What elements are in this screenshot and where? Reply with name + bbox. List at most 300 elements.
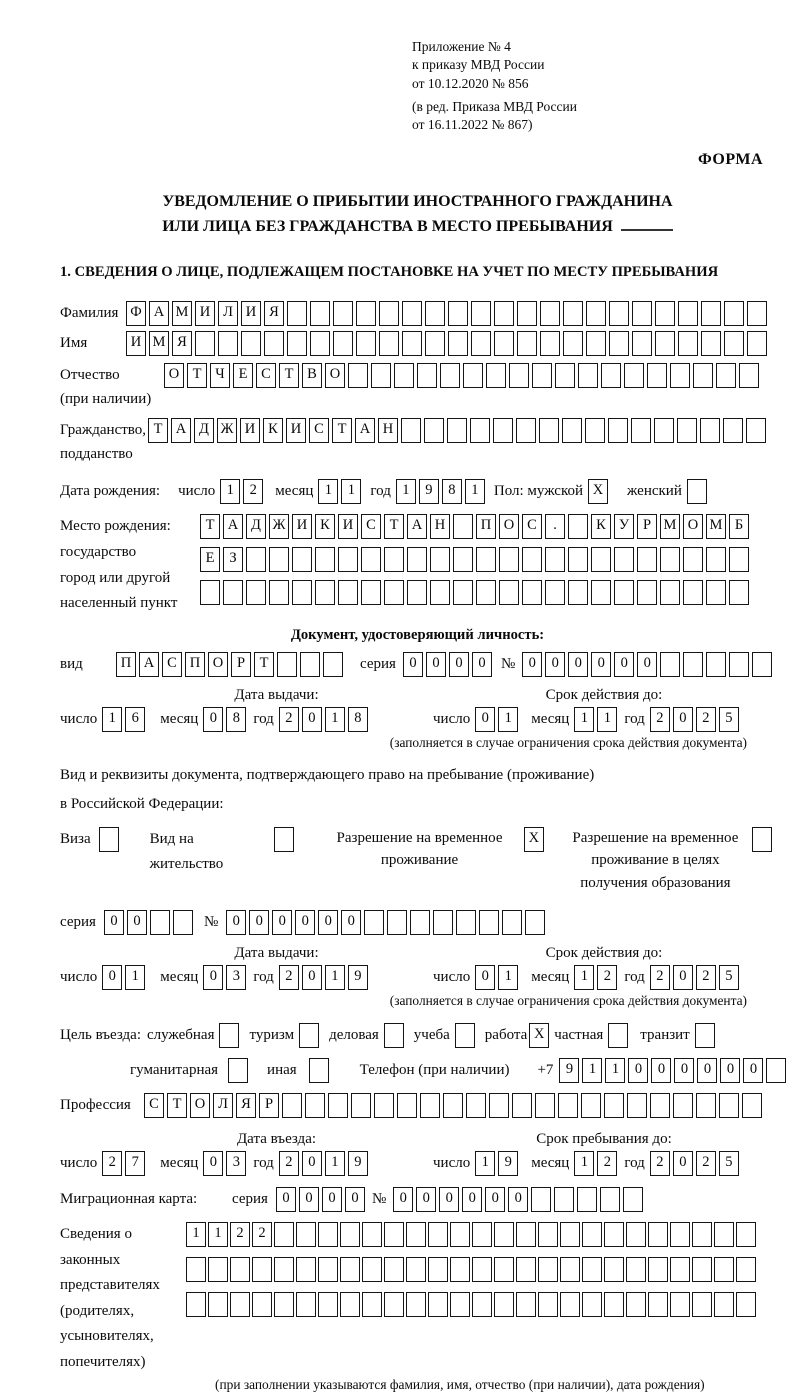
char-box[interactable]: М xyxy=(706,514,726,539)
char-box[interactable] xyxy=(494,1222,514,1247)
char-box[interactable] xyxy=(739,363,759,388)
char-box[interactable]: 1 xyxy=(102,707,122,732)
char-box[interactable] xyxy=(230,1292,250,1317)
char-box[interactable]: 2 xyxy=(597,965,617,990)
char-box[interactable] xyxy=(450,1257,470,1282)
char-box[interactable] xyxy=(99,827,119,852)
char-box[interactable]: 0 xyxy=(720,1058,740,1083)
char-box[interactable] xyxy=(333,331,353,356)
char-box[interactable]: 2 xyxy=(696,1151,716,1176)
char-box[interactable] xyxy=(394,363,414,388)
char-box[interactable] xyxy=(752,652,772,677)
char-box[interactable]: И xyxy=(240,418,260,443)
char-box[interactable] xyxy=(230,1257,250,1282)
char-box[interactable]: 0 xyxy=(697,1058,717,1083)
char-box[interactable]: 0 xyxy=(637,652,657,677)
char-box[interactable] xyxy=(560,1257,580,1282)
char-box[interactable]: 2 xyxy=(650,1151,670,1176)
char-box[interactable] xyxy=(560,1292,580,1317)
char-box[interactable] xyxy=(470,418,490,443)
char-box[interactable] xyxy=(453,514,473,539)
char-box[interactable] xyxy=(362,1292,382,1317)
char-box[interactable]: 0 xyxy=(104,910,124,935)
char-box[interactable] xyxy=(296,1257,316,1282)
char-box[interactable]: 1 xyxy=(582,1058,602,1083)
char-box[interactable]: Л xyxy=(213,1093,233,1118)
char-box[interactable]: 0 xyxy=(545,652,565,677)
char-box[interactable]: 0 xyxy=(302,965,322,990)
char-box[interactable]: 1 xyxy=(318,479,338,504)
char-box[interactable]: 0 xyxy=(673,707,693,732)
char-box[interactable] xyxy=(601,363,621,388)
char-box[interactable]: 2 xyxy=(279,707,299,732)
char-box[interactable] xyxy=(729,547,749,572)
char-box[interactable] xyxy=(315,580,335,605)
char-box[interactable]: 1 xyxy=(341,479,361,504)
char-box[interactable] xyxy=(494,1257,514,1282)
char-box[interactable]: Р xyxy=(231,652,251,677)
char-box[interactable] xyxy=(568,580,588,605)
char-box[interactable] xyxy=(585,418,605,443)
char-box[interactable] xyxy=(746,418,766,443)
char-box[interactable]: 0 xyxy=(614,652,634,677)
char-box[interactable] xyxy=(683,580,703,605)
char-box[interactable]: А xyxy=(139,652,159,677)
char-box[interactable]: 1 xyxy=(465,479,485,504)
char-box[interactable]: 0 xyxy=(102,965,122,990)
char-box[interactable] xyxy=(440,363,460,388)
char-box[interactable] xyxy=(402,331,422,356)
char-box[interactable] xyxy=(315,547,335,572)
char-box[interactable]: 2 xyxy=(279,1151,299,1176)
char-box[interactable] xyxy=(456,910,476,935)
char-box[interactable]: 0 xyxy=(203,707,223,732)
char-box[interactable] xyxy=(538,1257,558,1282)
char-box[interactable] xyxy=(637,547,657,572)
char-box[interactable] xyxy=(493,418,513,443)
char-box[interactable]: 0 xyxy=(393,1187,413,1212)
char-box[interactable]: 0 xyxy=(318,910,338,935)
char-box[interactable]: О xyxy=(190,1093,210,1118)
char-box[interactable] xyxy=(578,363,598,388)
char-box[interactable]: 0 xyxy=(302,1151,322,1176)
char-box[interactable] xyxy=(340,1257,360,1282)
char-box[interactable] xyxy=(471,301,491,326)
char-box[interactable] xyxy=(560,1222,580,1247)
char-box[interactable]: И xyxy=(286,418,306,443)
char-box[interactable] xyxy=(539,418,559,443)
char-box[interactable] xyxy=(650,1093,670,1118)
char-box[interactable] xyxy=(516,418,536,443)
char-box[interactable]: О xyxy=(683,514,703,539)
char-box[interactable]: И xyxy=(241,301,261,326)
char-box[interactable]: Т xyxy=(167,1093,187,1118)
char-box[interactable] xyxy=(516,1222,536,1247)
char-box[interactable]: X xyxy=(588,479,608,504)
char-box[interactable] xyxy=(300,652,320,677)
char-box[interactable]: 5 xyxy=(719,965,739,990)
char-box[interactable] xyxy=(581,1093,601,1118)
char-box[interactable] xyxy=(425,301,445,326)
char-box[interactable]: 1 xyxy=(574,1151,594,1176)
char-box[interactable] xyxy=(448,331,468,356)
char-box[interactable] xyxy=(476,580,496,605)
char-box[interactable] xyxy=(670,363,690,388)
char-box[interactable]: 0 xyxy=(674,1058,694,1083)
char-box[interactable] xyxy=(591,580,611,605)
char-box[interactable]: И xyxy=(292,514,312,539)
char-box[interactable] xyxy=(512,1093,532,1118)
char-box[interactable]: 0 xyxy=(673,1151,693,1176)
char-box[interactable] xyxy=(208,1292,228,1317)
char-box[interactable] xyxy=(538,1222,558,1247)
char-box[interactable] xyxy=(627,1093,647,1118)
char-box[interactable]: Ф xyxy=(126,301,146,326)
char-box[interactable] xyxy=(673,1093,693,1118)
char-box[interactable]: 0 xyxy=(485,1187,505,1212)
char-box[interactable] xyxy=(670,1257,690,1282)
char-box[interactable] xyxy=(241,331,261,356)
char-box[interactable] xyxy=(670,1292,690,1317)
char-box[interactable]: 9 xyxy=(348,965,368,990)
char-box[interactable]: 0 xyxy=(127,910,147,935)
char-box[interactable] xyxy=(397,1093,417,1118)
char-box[interactable] xyxy=(274,1222,294,1247)
char-box[interactable]: Т xyxy=(187,363,207,388)
char-box[interactable]: 0 xyxy=(426,652,446,677)
char-box[interactable] xyxy=(351,1093,371,1118)
char-box[interactable] xyxy=(660,580,680,605)
char-box[interactable] xyxy=(328,1093,348,1118)
char-box[interactable]: 2 xyxy=(230,1222,250,1247)
char-box[interactable] xyxy=(693,363,713,388)
char-box[interactable]: 2 xyxy=(252,1222,272,1247)
char-box[interactable]: 0 xyxy=(743,1058,763,1083)
char-box[interactable] xyxy=(701,331,721,356)
char-box[interactable] xyxy=(463,363,483,388)
char-box[interactable]: Т xyxy=(200,514,220,539)
char-box[interactable]: О xyxy=(499,514,519,539)
char-box[interactable] xyxy=(554,1187,574,1212)
char-box[interactable] xyxy=(274,1257,294,1282)
char-box[interactable] xyxy=(648,1257,668,1282)
char-box[interactable] xyxy=(406,1292,426,1317)
char-box[interactable]: 1 xyxy=(498,965,518,990)
char-box[interactable] xyxy=(655,331,675,356)
char-box[interactable] xyxy=(447,418,467,443)
char-box[interactable]: Е xyxy=(200,547,220,572)
char-box[interactable]: 0 xyxy=(322,1187,342,1212)
char-box[interactable]: 8 xyxy=(226,707,246,732)
char-box[interactable] xyxy=(714,1257,734,1282)
char-box[interactable] xyxy=(287,301,307,326)
char-box[interactable] xyxy=(362,1222,382,1247)
char-box[interactable] xyxy=(623,1187,643,1212)
char-box[interactable] xyxy=(292,580,312,605)
char-box[interactable] xyxy=(277,652,297,677)
char-box[interactable] xyxy=(687,479,707,504)
char-box[interactable]: А xyxy=(171,418,191,443)
char-box[interactable] xyxy=(494,331,514,356)
char-box[interactable]: X xyxy=(529,1023,549,1048)
char-box[interactable]: 0 xyxy=(508,1187,528,1212)
char-box[interactable] xyxy=(200,580,220,605)
char-box[interactable] xyxy=(453,580,473,605)
char-box[interactable]: П xyxy=(476,514,496,539)
char-box[interactable] xyxy=(430,580,450,605)
char-box[interactable] xyxy=(384,1257,404,1282)
char-box[interactable] xyxy=(582,1257,602,1282)
char-box[interactable]: Т xyxy=(148,418,168,443)
char-box[interactable] xyxy=(292,547,312,572)
char-box[interactable] xyxy=(299,1023,319,1048)
char-box[interactable] xyxy=(420,1093,440,1118)
char-box[interactable] xyxy=(406,1222,426,1247)
char-box[interactable]: 0 xyxy=(299,1187,319,1212)
char-box[interactable]: Д xyxy=(194,418,214,443)
char-box[interactable]: 0 xyxy=(651,1058,671,1083)
char-box[interactable]: 1 xyxy=(574,965,594,990)
char-box[interactable]: 0 xyxy=(403,652,423,677)
char-box[interactable] xyxy=(670,1222,690,1247)
char-box[interactable]: 1 xyxy=(605,1058,625,1083)
char-box[interactable] xyxy=(428,1222,448,1247)
char-box[interactable]: 1 xyxy=(396,479,416,504)
char-box[interactable]: М xyxy=(149,331,169,356)
char-box[interactable] xyxy=(379,331,399,356)
char-box[interactable] xyxy=(499,580,519,605)
char-box[interactable]: 9 xyxy=(498,1151,518,1176)
char-box[interactable]: 0 xyxy=(272,910,292,935)
char-box[interactable] xyxy=(540,301,560,326)
char-box[interactable]: 9 xyxy=(419,479,439,504)
char-box[interactable]: 2 xyxy=(696,965,716,990)
char-box[interactable] xyxy=(692,1257,712,1282)
char-box[interactable] xyxy=(424,418,444,443)
char-box[interactable]: 2 xyxy=(650,965,670,990)
char-box[interactable]: 0 xyxy=(345,1187,365,1212)
char-box[interactable] xyxy=(586,301,606,326)
char-box[interactable] xyxy=(747,331,767,356)
char-box[interactable] xyxy=(384,580,404,605)
char-box[interactable]: 1 xyxy=(325,965,345,990)
char-box[interactable]: З xyxy=(223,547,243,572)
char-box[interactable] xyxy=(208,1257,228,1282)
char-box[interactable]: Н xyxy=(378,418,398,443)
char-box[interactable] xyxy=(340,1292,360,1317)
char-box[interactable]: 0 xyxy=(203,1151,223,1176)
char-box[interactable] xyxy=(647,363,667,388)
char-box[interactable] xyxy=(648,1222,668,1247)
char-box[interactable] xyxy=(433,910,453,935)
char-box[interactable] xyxy=(724,331,744,356)
char-box[interactable] xyxy=(453,547,473,572)
char-box[interactable]: 2 xyxy=(650,707,670,732)
char-box[interactable] xyxy=(269,580,289,605)
char-box[interactable]: 3 xyxy=(226,965,246,990)
char-box[interactable] xyxy=(310,301,330,326)
char-box[interactable] xyxy=(384,1222,404,1247)
char-box[interactable]: О xyxy=(325,363,345,388)
char-box[interactable] xyxy=(558,1093,578,1118)
char-box[interactable] xyxy=(555,363,575,388)
char-box[interactable]: 7 xyxy=(125,1151,145,1176)
char-box[interactable] xyxy=(706,580,726,605)
char-box[interactable] xyxy=(356,301,376,326)
char-box[interactable] xyxy=(472,1257,492,1282)
char-box[interactable]: О xyxy=(164,363,184,388)
char-box[interactable] xyxy=(374,1093,394,1118)
char-box[interactable] xyxy=(600,1187,620,1212)
char-box[interactable]: 0 xyxy=(522,652,542,677)
char-box[interactable]: 3 xyxy=(226,1151,246,1176)
char-box[interactable] xyxy=(532,363,552,388)
char-box[interactable] xyxy=(305,1093,325,1118)
char-box[interactable] xyxy=(494,1292,514,1317)
char-box[interactable]: Я xyxy=(236,1093,256,1118)
char-box[interactable]: 0 xyxy=(472,652,492,677)
char-box[interactable]: Т xyxy=(332,418,352,443)
char-box[interactable]: Д xyxy=(246,514,266,539)
char-box[interactable] xyxy=(736,1257,756,1282)
char-box[interactable]: В xyxy=(302,363,322,388)
char-box[interactable]: С xyxy=(162,652,182,677)
char-box[interactable] xyxy=(586,331,606,356)
char-box[interactable] xyxy=(531,1187,551,1212)
char-box[interactable]: 0 xyxy=(628,1058,648,1083)
char-box[interactable] xyxy=(417,363,437,388)
char-box[interactable]: 1 xyxy=(208,1222,228,1247)
char-box[interactable]: 8 xyxy=(442,479,462,504)
char-box[interactable] xyxy=(428,1292,448,1317)
char-box[interactable] xyxy=(706,652,726,677)
char-box[interactable]: 0 xyxy=(295,910,315,935)
char-box[interactable]: К xyxy=(315,514,335,539)
char-box[interactable]: 2 xyxy=(243,479,263,504)
char-box[interactable] xyxy=(608,418,628,443)
char-box[interactable] xyxy=(522,580,542,605)
char-box[interactable] xyxy=(678,331,698,356)
char-box[interactable] xyxy=(246,580,266,605)
char-box[interactable]: Т xyxy=(279,363,299,388)
char-box[interactable] xyxy=(186,1257,206,1282)
char-box[interactable]: 0 xyxy=(226,910,246,935)
char-box[interactable] xyxy=(714,1292,734,1317)
char-box[interactable] xyxy=(410,910,430,935)
char-box[interactable]: Т xyxy=(254,652,274,677)
char-box[interactable]: 0 xyxy=(591,652,611,677)
char-box[interactable]: А xyxy=(149,301,169,326)
char-box[interactable] xyxy=(379,301,399,326)
char-box[interactable] xyxy=(701,301,721,326)
char-box[interactable] xyxy=(700,418,720,443)
char-box[interactable] xyxy=(340,1222,360,1247)
char-box[interactable] xyxy=(604,1093,624,1118)
char-box[interactable]: Р xyxy=(637,514,657,539)
char-box[interactable]: 6 xyxy=(125,707,145,732)
char-box[interactable] xyxy=(624,363,644,388)
char-box[interactable] xyxy=(535,1093,555,1118)
char-box[interactable] xyxy=(323,652,343,677)
char-box[interactable] xyxy=(568,514,588,539)
char-box[interactable]: К xyxy=(263,418,283,443)
char-box[interactable]: Ж xyxy=(269,514,289,539)
char-box[interactable] xyxy=(361,547,381,572)
char-box[interactable]: 0 xyxy=(439,1187,459,1212)
char-box[interactable] xyxy=(752,827,772,852)
char-box[interactable]: П xyxy=(185,652,205,677)
char-box[interactable]: 0 xyxy=(276,1187,296,1212)
char-box[interactable] xyxy=(282,1093,302,1118)
char-box[interactable] xyxy=(406,1257,426,1282)
char-box[interactable] xyxy=(428,1257,448,1282)
char-box[interactable] xyxy=(582,1222,602,1247)
char-box[interactable]: 0 xyxy=(249,910,269,935)
char-box[interactable] xyxy=(742,1093,762,1118)
char-box[interactable] xyxy=(683,547,703,572)
char-box[interactable]: 5 xyxy=(719,707,739,732)
char-box[interactable] xyxy=(706,547,726,572)
char-box[interactable]: 9 xyxy=(559,1058,579,1083)
char-box[interactable]: Л xyxy=(218,301,238,326)
char-box[interactable]: 0 xyxy=(416,1187,436,1212)
char-box[interactable] xyxy=(654,418,674,443)
char-box[interactable]: И xyxy=(126,331,146,356)
char-box[interactable]: 0 xyxy=(341,910,361,935)
char-box[interactable] xyxy=(604,1222,624,1247)
char-box[interactable]: 1 xyxy=(325,1151,345,1176)
char-box[interactable] xyxy=(356,331,376,356)
char-box[interactable] xyxy=(719,1093,739,1118)
char-box[interactable]: У xyxy=(614,514,634,539)
char-box[interactable] xyxy=(626,1292,646,1317)
char-box[interactable] xyxy=(538,1292,558,1317)
char-box[interactable] xyxy=(450,1292,470,1317)
char-box[interactable]: X xyxy=(524,827,544,852)
char-box[interactable] xyxy=(274,827,294,852)
char-box[interactable] xyxy=(269,547,289,572)
char-box[interactable]: 1 xyxy=(574,707,594,732)
char-box[interactable] xyxy=(660,547,680,572)
char-box[interactable]: С xyxy=(309,418,329,443)
char-box[interactable]: 1 xyxy=(125,965,145,990)
char-box[interactable] xyxy=(608,1023,628,1048)
char-box[interactable]: 0 xyxy=(568,652,588,677)
char-box[interactable] xyxy=(582,1292,602,1317)
char-box[interactable] xyxy=(472,1292,492,1317)
char-box[interactable] xyxy=(604,1292,624,1317)
char-box[interactable] xyxy=(517,301,537,326)
char-box[interactable] xyxy=(318,1292,338,1317)
char-box[interactable]: К xyxy=(591,514,611,539)
char-box[interactable] xyxy=(425,331,445,356)
char-box[interactable]: . xyxy=(545,514,565,539)
char-box[interactable] xyxy=(609,301,629,326)
char-box[interactable]: 1 xyxy=(220,479,240,504)
char-box[interactable] xyxy=(401,418,421,443)
char-box[interactable] xyxy=(407,580,427,605)
char-box[interactable]: С xyxy=(522,514,542,539)
char-box[interactable]: 1 xyxy=(475,1151,495,1176)
char-box[interactable] xyxy=(443,1093,463,1118)
char-box[interactable] xyxy=(371,363,391,388)
char-box[interactable] xyxy=(632,301,652,326)
char-box[interactable] xyxy=(729,652,749,677)
char-box[interactable] xyxy=(516,1257,536,1282)
char-box[interactable]: Е xyxy=(233,363,253,388)
char-box[interactable] xyxy=(591,547,611,572)
char-box[interactable] xyxy=(540,331,560,356)
